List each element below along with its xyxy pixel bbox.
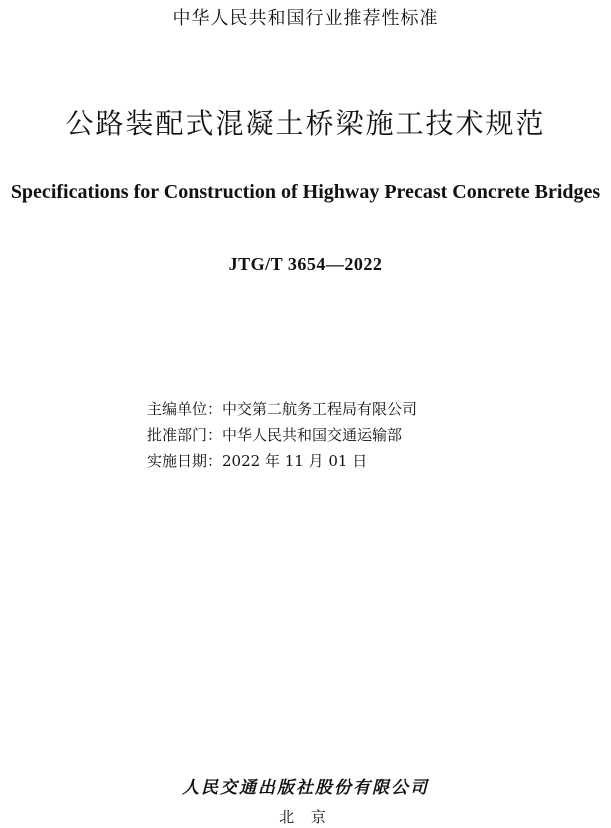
- effective-date-row: [147, 448, 417, 474]
- chief-editor-label: 主编单位：: [147, 400, 223, 418]
- effective-date-value: 2022 年 11 月 01 日: [222, 452, 368, 470]
- approval-dept-label: 批准部门：: [147, 426, 223, 444]
- publication-info: [147, 396, 417, 474]
- publisher-name: 人民交通出版社股份有限公司: [182, 778, 429, 798]
- approval-dept-value: 中华人民共和国交通运输部: [222, 426, 403, 444]
- standard-series-heading: 中华人民共和国行业推荐性标准: [172, 8, 439, 29]
- english-title: Specifications for Construction of Highway Precast Concrete Bridges: [10, 181, 601, 203]
- standard-code: JTG/T 3654—2022: [228, 254, 383, 274]
- publication-city: 北 京: [279, 808, 332, 826]
- chief-editor-row: [147, 396, 417, 422]
- chief-editor-value: 中交第二航务工程局有限公司: [222, 400, 418, 418]
- effective-date-label: 实施日期：: [147, 452, 223, 470]
- chinese-title: 公路装配式混凝土桥梁施工技术规范: [65, 107, 546, 140]
- approval-dept-row: [147, 422, 417, 448]
